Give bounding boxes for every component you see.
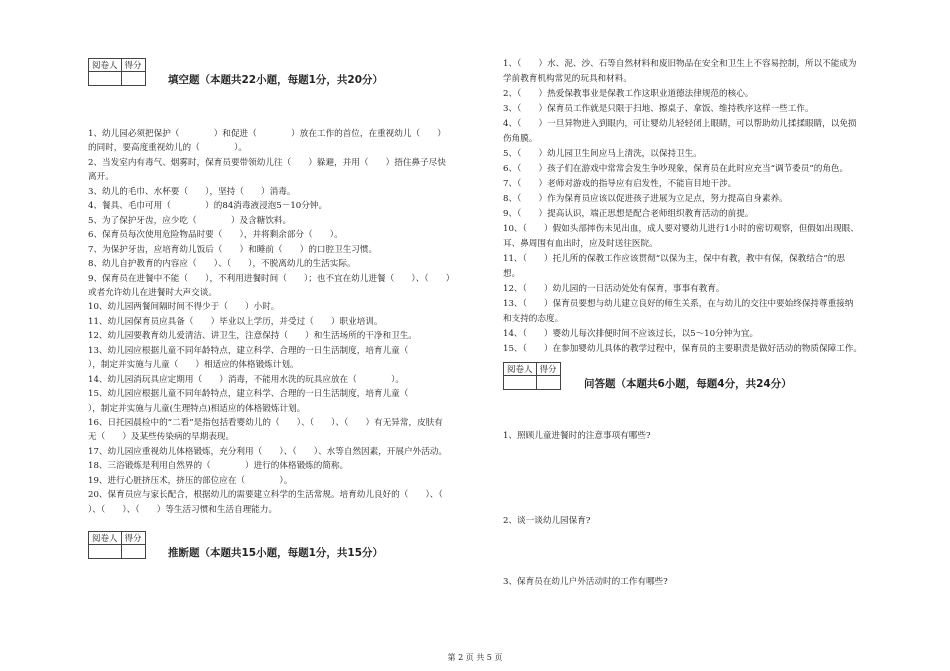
question-line: 12、幼儿园要教育幼儿爱清洁、讲卫生，注意保持（ ）和生活场所的干净和卫生。	[88, 331, 417, 342]
score-cell	[536, 376, 560, 390]
question-line: 4、餐具、毛巾可用（ ）的84消毒液浸泡5－10分钟。	[88, 201, 328, 212]
question-line: 14、幼儿园消玩具应定期用（ ）消毒，不能用水洗的玩具应放在（ ）。	[88, 374, 405, 385]
question-line: 5、（ ）幼儿园卫生间应马上清洗，以保持卫生。	[503, 149, 702, 159]
question-line: 10、（ ）假如头部摔伤未见出血，成人要对婴幼儿进行1小时的密切观察，但假如出现眼、	[503, 224, 859, 234]
score-label: 得分	[121, 532, 145, 545]
question-line: 8、（ ）作为保育员应该以促进孩子进展为立足点，努力提高自身素养。	[503, 194, 788, 204]
question-line: 1、幼儿园必须把保护（ ）和促进（ ）放在工作的首位，在重视幼儿（ ）	[88, 129, 446, 139]
question-line: 学前教育机构常见的玩具和材料。	[503, 74, 632, 84]
score-cell	[121, 545, 145, 559]
question-line: 3、（ ）保育员工作就是只限于扫地、擦桌子、拿饭、维持秩序这样一些工作。	[503, 104, 814, 114]
fill-blank-title: 填空题（本题共22小题，每题1分，共20分）	[168, 74, 384, 86]
question-line: 想。	[503, 269, 521, 279]
question-line: ），制定并实施与儿童(生理特点)相适应的体格锻炼计划。	[88, 403, 306, 414]
question-line: 13、幼儿园应根据儿童不同年龄特点，建立科学、合理的一日生活制度，培育儿童（	[88, 345, 426, 356]
question-line: 12、（ ）幼儿园的一日活动处处有保育，事事有教育。	[503, 284, 725, 294]
question-line: 伤角膜。	[503, 134, 538, 144]
question-line: 离开。	[88, 172, 114, 183]
reviewer-label: 阅卷人	[89, 532, 122, 545]
question-line: 20、保育员应与家长配合，根据幼儿的需要建立科学的生活常规。培育幼儿良好的（ ）、（	[88, 490, 460, 501]
true-false-title: 推断题（本题共15小题，每题1分，共15分）	[168, 547, 384, 559]
question-line: 无（ ）及某些传染病的早期表现。	[88, 432, 235, 443]
score-box-fill-blank	[88, 58, 146, 86]
question-line: 11、（ ）托儿所的保教工作应该贯彻“以保为主，保中有教，教中有保，保教结合”的思	[503, 254, 845, 264]
qa-question-1: 1、照顾儿童进餐时的注意事项有哪些?	[503, 431, 651, 441]
question-line: 18、三浴锻炼是利用自然界的（ ）进行的体格锻炼的简称。	[88, 461, 349, 472]
reviewer-cell	[89, 72, 122, 86]
question-line: 17、幼儿园应重视幼儿体格锻炼，充分利用（ ）、（ ）、水等自然因素，开展户外活动。	[88, 446, 447, 457]
question-line: 9、（ ）提高认识，端正思想是配合老师组织教育活动的前提。	[503, 209, 754, 219]
question-line: 耳、鼻周围有血出时，应及时送往医院。	[503, 239, 658, 249]
score-box-true-false	[88, 531, 146, 559]
question-line: 11、幼儿园保育员应具备（ ）毕业以上学历，并受过（ ）职业培训。	[88, 316, 383, 327]
question-line: 7、（ ）老师对游戏的指导应有启发性，不能盲目地干涉。	[503, 179, 737, 189]
question-line: 14、（ ）婴幼儿每次排便时间不应该过长，以5～10分钟为宜。	[503, 329, 759, 339]
question-line: 和支持的态度。	[503, 314, 564, 324]
page-footer: 第 2 页 共 5 页	[447, 653, 503, 662]
question-line: 或者允许幼儿在进餐时大声交谈。	[88, 287, 217, 298]
question-line: 4、（ ）一旦异物进入到眼内，可让婴幼儿轻轻闭上眼睛，可以帮助幼儿揉揉眼睛，以免损	[503, 119, 857, 129]
question-line: 19、进行心脏挤压术，挤压的部位应在（ ）。	[88, 475, 293, 486]
reviewer-label: 阅卷人	[89, 59, 122, 72]
question-line: 2、（ ）热爱保教事业是保教工作这职业道德法律规范的核心。	[503, 89, 754, 99]
question-line: ）、（ ）、（ ）等生活习惯和生活自理能力。	[88, 504, 278, 515]
question-line: 8、幼儿自护教育的内容应（ ）、（ ），不脱离幼儿的生活实际。	[88, 259, 356, 270]
question-line: 9、保育员在进餐中不能（ ），不利用进餐时间（ ）；也不宜在幼儿进餐（ ）、（ ）	[88, 273, 455, 284]
question-line: 6、（ ）孩子们在游戏中常常会发生争吵现象，保育员在此时应充当“调节委员”的角色。	[503, 164, 849, 174]
reviewer-cell	[504, 376, 537, 390]
score-box-qa	[503, 362, 561, 390]
question-line: ），制定并实施与儿童（ ）相适应的体格锻炼计划。	[88, 360, 299, 371]
score-cell	[121, 72, 145, 86]
question-line: 15、幼儿园应根据儿童不同年龄特点，建立科学、合理的一日生活制度，培育儿童（	[88, 389, 409, 400]
question-line: 7、为保护牙齿，应培育幼儿饭后（ ）和睡前（ ）的口腔卫生习惯。	[88, 244, 378, 255]
reviewer-cell	[89, 545, 122, 559]
question-line: 15、（ ）在参加婴幼儿具体的教学过程中，保育员的主要职责是做好活动的物质保障工作。	[503, 344, 862, 354]
question-line: 10、幼儿园两餐间隔时间不得少于（ ）小时。	[88, 302, 280, 313]
score-label: 得分	[121, 59, 145, 72]
question-line: 13、（ ）保育员要想与幼儿建立良好的师生关系，在与幼儿的交往中要始终保持尊重接纳	[503, 299, 854, 309]
qa-title: 问答题（本题共6小题，每题4分，共24分）	[584, 378, 792, 390]
qa-question-2: 2、谈一谈幼儿园保育?	[503, 516, 591, 526]
reviewer-label: 阅卷人	[504, 363, 537, 376]
question-line: 的同时，要高度重视幼儿的（ ）。	[88, 143, 247, 154]
question-line: 1、（ ）水、泥、沙、石等自然材料和废旧物品在安全和卫生上不容易控制，所以不能成为	[503, 59, 857, 69]
question-line: 3、幼儿的毛巾、水杯要（ ），坚持（ ）消毒。	[88, 186, 296, 197]
question-line: 2、当发室内有毒气、烟雾时，保育员要带领幼儿往（ ）躲避，并用（ ）捂住鼻子尽快	[88, 157, 446, 168]
question-line: 6、保育员每次使用危险物品时要（ ），并将剩余部分（ ）。	[88, 230, 343, 241]
qa-question-3: 3、保育员在幼儿户外活动时的工作有哪些?	[503, 577, 668, 587]
score-label: 得分	[536, 363, 560, 376]
question-line: 5、为了保护牙齿，应少吃（ ）及含糖饮料。	[88, 215, 292, 226]
question-line: 16、日托园晨检中的“二看”是指包括看婴幼儿的（ ）、（ ）、（ ）有无异常，皮肤有	[88, 418, 443, 428]
